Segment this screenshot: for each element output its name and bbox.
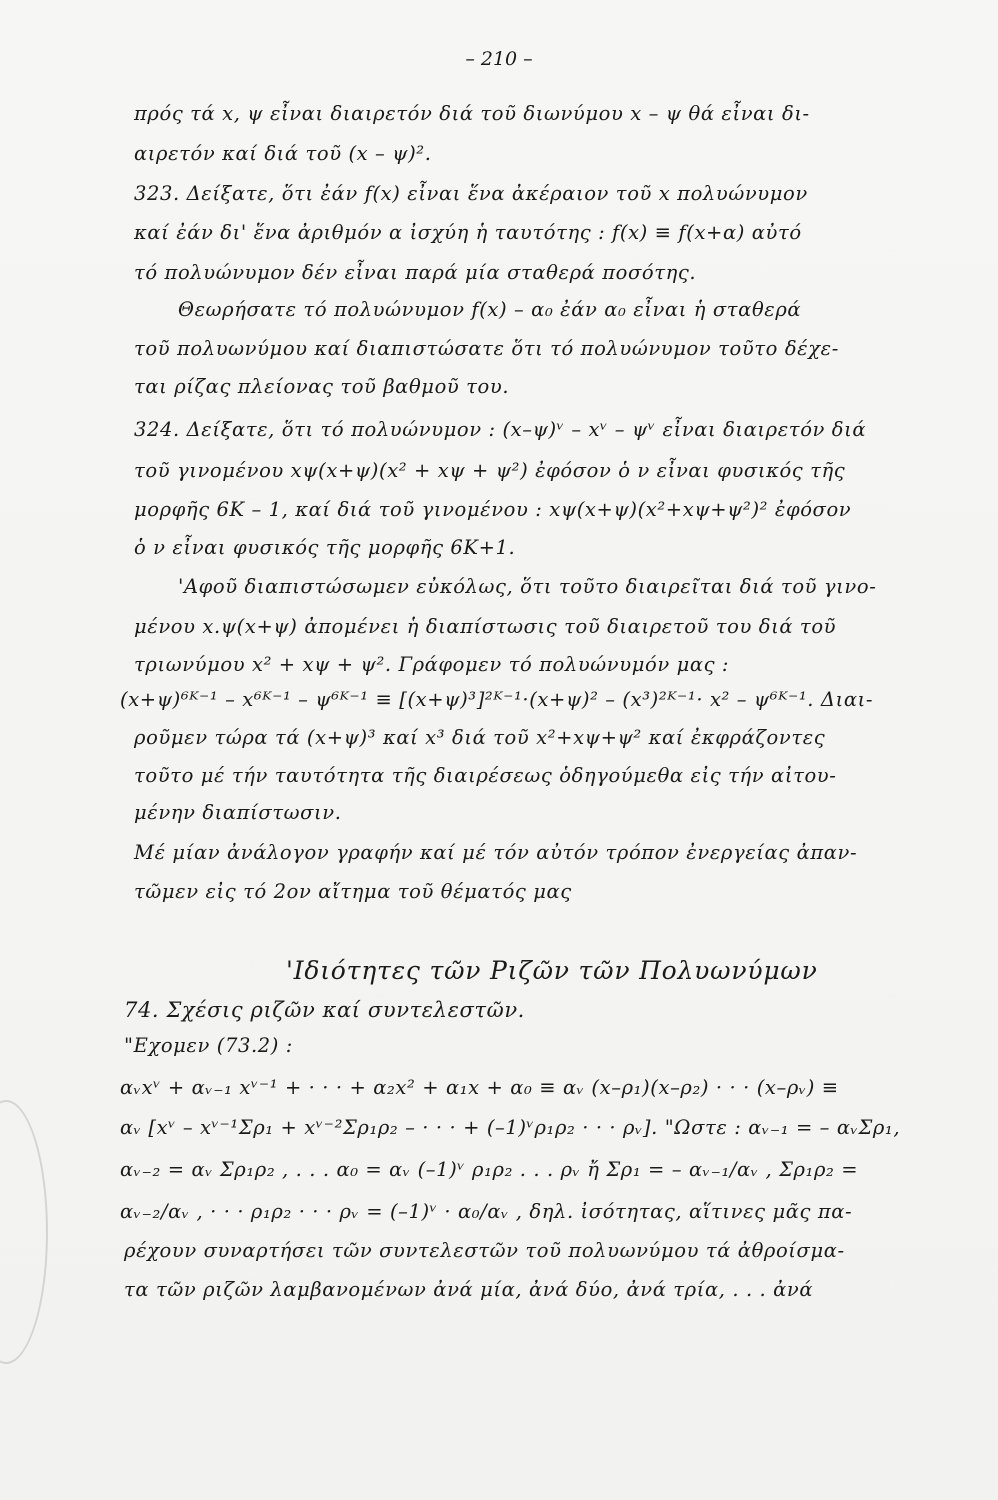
text-line: ται ρίζας πλείονας τοῦ βαθμοῦ του. — [134, 375, 510, 398]
equation-line: αᵥxᵛ + αᵥ₋₁ xᵛ⁻¹ + · · · + α₂x² + α₁x + α₀ ≡ αᵥ (x–ρ₁)(x–ρ₂) · · · (x–ρᵥ) ≡ — [120, 1076, 839, 1099]
equation-line: (x+ψ)⁶ᴷ⁻¹ – x⁶ᴷ⁻¹ – ψ⁶ᴷ⁻¹ ≡ [(x+ψ)³]²ᴷ⁻¹·(x+ψ)² – (x³)²ᴷ⁻¹· x² – ψ⁶ᴷ⁻¹. Διαι- — [120, 688, 874, 711]
text-line: τοῦτο μέ τήν ταυτότητα τῆς διαιρέσεως ὁδηγούμεθα εἰς τήν αἰτου- — [134, 764, 837, 787]
hint-line: 'Αφοῦ διαπιστώσωμεν εὐκόλως, ὅτι τοῦτο διαιρεῖται διά τοῦ γινο- — [178, 575, 877, 598]
text-line: μορφῆς 6K – 1, καί διά τοῦ γινομένου : xψ(x+ψ)(x²+xψ+ψ²)² ἐφόσον — [134, 498, 852, 521]
text-line: ροῦμεν τώρα τά (x+ψ)³ καί x³ διά τοῦ x²+xψ+ψ² καί ἐκφράζοντες — [134, 726, 826, 749]
text-line: πρός τά x, ψ εἶναι διαιρετόν διά τοῦ διωνύμου x – ψ θά εἶναι δι- — [134, 102, 810, 125]
text-line: "Εχομεν (73.2) : — [124, 1034, 293, 1057]
text-line: τῶμεν εἰς τό 2ον αἴτημα τοῦ θέματός μας — [134, 880, 572, 903]
hint-line: Θεωρήσατε τό πολυώνυμον f(x) – α₀ ἐάν α₀ εἶναι ἡ σταθερά — [178, 298, 802, 321]
text-line: τοῦ γινομένου xψ(x+ψ)(x² + xψ + ψ²) ἐφόσον ὁ ν εἶναι φυσικός τῆς — [134, 459, 846, 482]
section-subheading: 74. Σχέσις ριζῶν καί συντελεστῶν. — [124, 998, 525, 1022]
page-number: – 210 – — [465, 48, 533, 70]
text-line: ὁ ν εἶναι φυσικός τῆς μορφῆς 6K+1. — [134, 536, 516, 559]
section-heading: 'Ιδιότητες τῶν Ριζῶν τῶν Πολυωνύμων — [286, 956, 818, 985]
exercise-323: 323. Δείξατε, ὅτι ἐάν f(x) εἶναι ἕνα ἀκέραιον τοῦ x πολυώνυμον — [134, 182, 808, 205]
text-line: τοῦ πολυωνύμου καί διαπιστώσατε ὅτι τό πολυώνυμον τοῦτο δέχε- — [134, 337, 839, 360]
text-line: καί ἐάν δι' ἕνα ἀριθμόν α ἰσχύη ἡ ταυτότης : f(x) ≡ f(x+α) αὐτό — [134, 221, 802, 244]
text-line: μένου x.ψ(x+ψ) ἀπομένει ἡ διαπίστωσις τοῦ διαιρετοῦ του διά τοῦ — [134, 615, 837, 638]
exercise-324: 324. Δείξατε, ὅτι τό πολυώνυμον : (x–ψ)ᵛ – xᵛ – ψᵛ εἶναι διαιρετόν διά — [134, 418, 867, 441]
library-stamp — [0, 1100, 48, 1364]
text-line: τριωνύμου x² + xψ + ψ². Γράφομεν τό πολυώνυμόν μας : — [134, 653, 730, 676]
text-line: Μέ μίαν ἀνάλογον γραφήν καί μέ τόν αὐτόν τρόπον ἐνεργείας ἀπαν- — [134, 841, 858, 864]
equation-line: αᵥ [xᵛ – xᵛ⁻¹Σρ₁ + xᵛ⁻²Σρ₁ρ₂ – · · · + (–1)ᵛρ₁ρ₂ · · · ρᵥ]. "Ωστε : αᵥ₋₁ = – αᵥΣρ₁, — [120, 1116, 901, 1139]
equation-line: αᵥ₋₂/αᵥ , · · · ρ₁ρ₂ · · · ρᵥ = (–1)ᵛ · α₀/αᵥ , δηλ. ἰσότητας, αἵτινες μᾶς πα- — [120, 1200, 853, 1223]
text-line: ρέχουν συναρτήσει τῶν συντελεστῶν τοῦ πολυωνύμου τά ἀθροίσμα- — [124, 1239, 845, 1262]
equation-line: αᵥ₋₂ = αᵥ Σρ₁ρ₂ , . . . α₀ = αᵥ (–1)ᵛ ρ₁ρ₂ . . . ρᵥ ἤ Σρ₁ = – αᵥ₋₁/αᵥ , Σρ₁ρ₂ = — [120, 1158, 859, 1181]
text-line: τό πολυώνυμον δέν εἶναι παρά μία σταθερά ποσότης. — [134, 261, 697, 284]
text-line: μένην διαπίστωσιν. — [134, 801, 342, 824]
text-line: αιρετόν καί διά τοῦ (x – ψ)². — [134, 142, 432, 165]
text-line: τα τῶν ριζῶν λαμβανομένων ἀνά μία, ἀνά δύο, ἀνά τρία, . . . ἀνά — [124, 1278, 814, 1301]
